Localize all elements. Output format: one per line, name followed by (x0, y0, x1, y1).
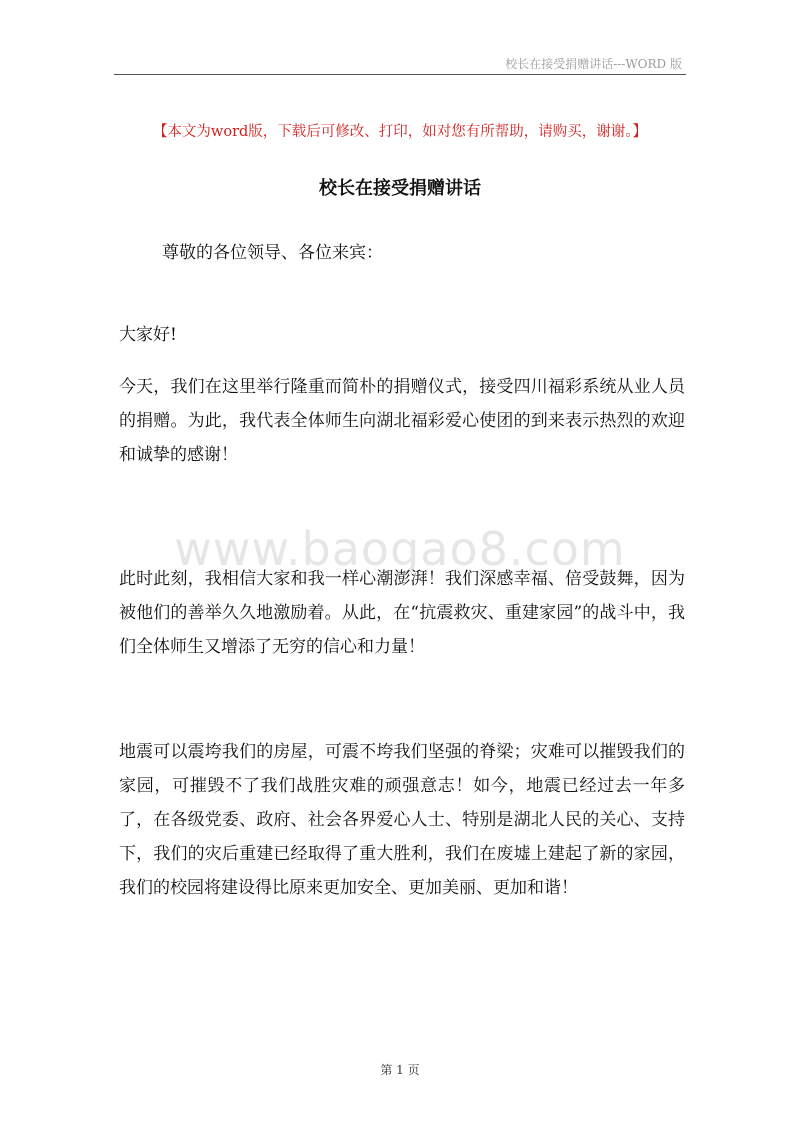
header-divider (114, 74, 686, 75)
download-notice: 【本文为word版，下载后可修改、打印，如对您有所帮助，请购买，谢谢。】 (152, 124, 648, 140)
watermark-text: www.baogao8.com (174, 522, 626, 576)
greeting: 大家好! (119, 325, 177, 345)
paragraph-1: 今天，我们在这里举行隆重而简朴的捐赠仪式，接受四川福彩系统从业人员的捐赠。为此，我代表全体师生向湖北福彩爱心使团的到来表示热烈的欢迎和诚挚的感谢！ (119, 377, 685, 465)
page-number: 第 1 页 (380, 1063, 420, 1077)
paragraph-2: 此时此刻，我相信大家和我一样心潮澎湃！我们深感幸福、倍受鼓舞，因为被他们的善举久久地激励着。从此，在“抗震救灾、重建家园”的战斗中，我们全体师生又增添了无穷的信心和力量！ (119, 569, 685, 657)
salutation: 尊敬的各位领导、各位来宾： (162, 243, 383, 263)
running-header: 校长在接受捐赠讲话---WORD 版 (505, 57, 682, 71)
document-title: 校长在接受捐赠讲话 (319, 178, 481, 199)
paragraph-3: 地震可以震垮我们的房屋，可震不垮我们坚强的脊梁；灾难可以摧毁我们的家园，可摧毁不了我们战胜灾难的顽强意志！如今，地震已经过去一年多了，在各级党委、政府、社会各界爱心人士、特别是湖北人民的关心、支持下，我们的灾后重建已经取得了重大胜利，我们在废墟上建起了新的家园，我们的校园将建设得比原来更加安全、更加美丽、更加和谐！ (119, 742, 685, 898)
